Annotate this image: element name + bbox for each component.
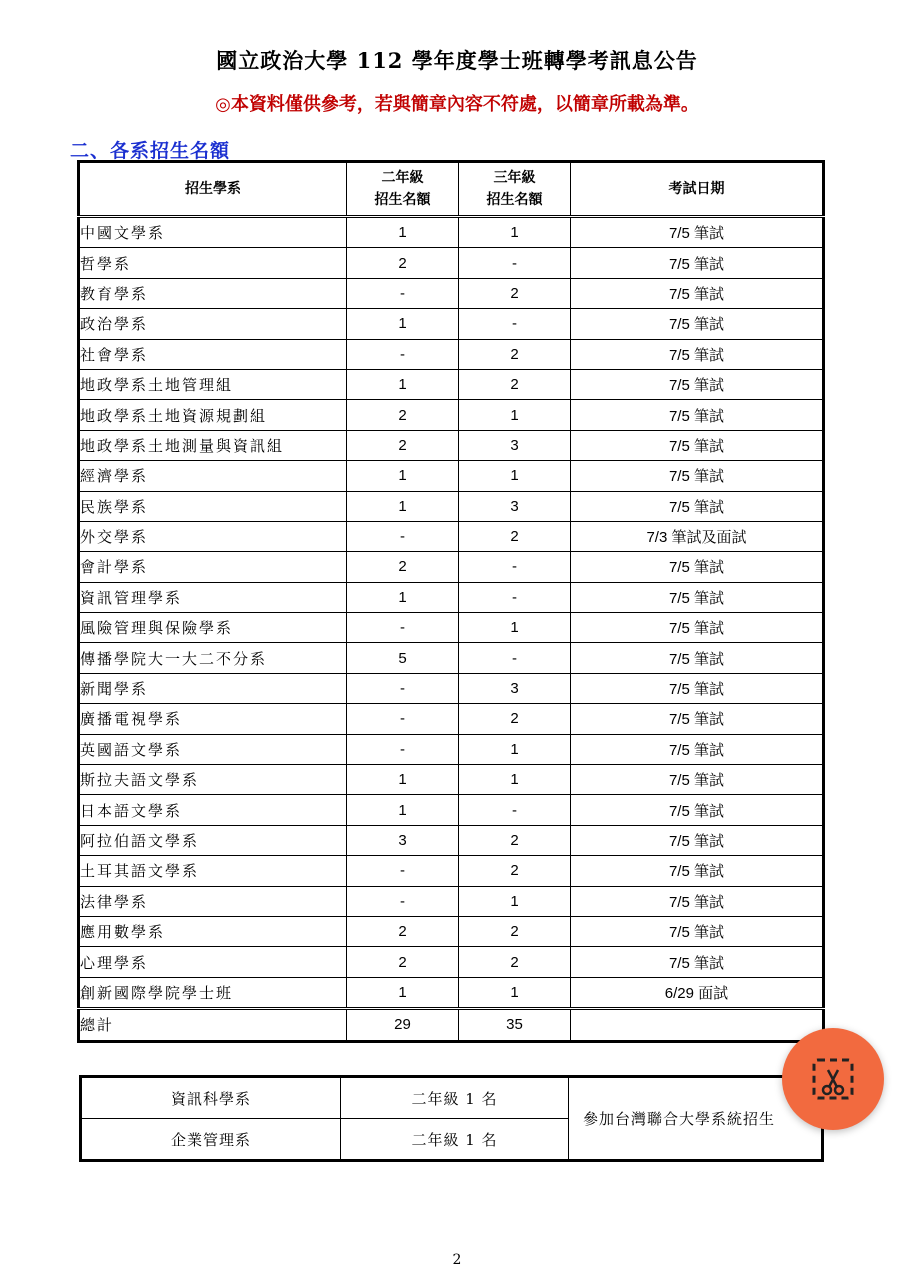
exam-type: 筆試 bbox=[694, 680, 725, 699]
exam-type: 筆試 bbox=[694, 558, 725, 577]
dept-name: 政治學系 bbox=[79, 309, 347, 339]
year2-quota: 1 bbox=[347, 309, 459, 339]
total-year3: 35 bbox=[459, 1009, 571, 1041]
exam-date-value: 7/5 bbox=[668, 863, 690, 881]
year3-quota: - bbox=[459, 795, 571, 825]
dept-name: 日本語文學系 bbox=[79, 795, 347, 825]
exam-type: 筆試及面試 bbox=[671, 528, 747, 547]
exam-date-value: 7/5 bbox=[668, 498, 690, 516]
exam-date-value: 7/5 bbox=[668, 650, 690, 668]
table-row bbox=[79, 613, 824, 643]
exam-date-value: 7/5 bbox=[668, 893, 690, 911]
dept-name: 民族學系 bbox=[79, 491, 347, 521]
table-row bbox=[79, 704, 824, 734]
disclaimer-notice: ◎本資料僅供參考，若與簡章內容不符處，以簡章所載為準。 bbox=[215, 94, 699, 115]
table-row bbox=[79, 886, 824, 916]
dept-name: 應用數學系 bbox=[79, 916, 347, 946]
dept-name: 阿拉伯語文學系 bbox=[79, 825, 347, 855]
table-row bbox=[81, 1077, 823, 1119]
year3-quota: 1 bbox=[459, 765, 571, 795]
year3-quota: 1 bbox=[459, 977, 571, 1008]
table-row bbox=[79, 856, 824, 886]
dept-name: 地政學系土地管理組 bbox=[79, 369, 347, 399]
exam-date-value: 6/29 bbox=[664, 984, 694, 1002]
year3-quota: - bbox=[459, 582, 571, 612]
exam-type: 筆試 bbox=[694, 801, 725, 820]
year2-quota: 1 bbox=[347, 977, 459, 1008]
dept-name: 廣播電視學系 bbox=[79, 704, 347, 734]
exam-date-value: 7/5 bbox=[668, 559, 690, 577]
year2-quota: 5 bbox=[347, 643, 459, 673]
table-row bbox=[79, 278, 824, 308]
screenshot-scissors-icon bbox=[810, 1056, 856, 1102]
table-row bbox=[79, 491, 824, 521]
year3-quota: 1 bbox=[459, 461, 571, 491]
year2-quota: 1 bbox=[347, 369, 459, 399]
table-row bbox=[79, 309, 824, 339]
dept-name: 地政學系土地資源規劃組 bbox=[79, 400, 347, 430]
year3-quota: 2 bbox=[459, 369, 571, 399]
year2-quota: 2 bbox=[347, 400, 459, 430]
exam-type: 筆試 bbox=[694, 254, 725, 273]
table-row bbox=[79, 947, 824, 977]
exam-type: 筆試 bbox=[694, 406, 725, 425]
exam-date-value: 7/5 bbox=[668, 255, 690, 273]
exam-type: 筆試 bbox=[694, 436, 725, 455]
exam-date-value: 7/5 bbox=[668, 285, 690, 303]
header-year3-line2: 招生名額 bbox=[486, 192, 543, 208]
table-row bbox=[79, 430, 824, 460]
exam-date bbox=[571, 643, 824, 673]
table-row bbox=[79, 369, 824, 399]
exam-date-value: 7/5 bbox=[668, 225, 690, 243]
year2-quota: 2 bbox=[347, 947, 459, 977]
exam-date-value: 7/5 bbox=[668, 620, 690, 638]
header-year2 bbox=[347, 162, 459, 217]
exam-date bbox=[571, 916, 824, 946]
year2-quota: - bbox=[347, 886, 459, 916]
dept-name: 新聞學系 bbox=[79, 673, 347, 703]
header-year2-line2: 招生名額 bbox=[374, 192, 431, 208]
exam-date-value: 7/5 bbox=[668, 681, 690, 699]
exam-date-value: 7/3 bbox=[646, 529, 668, 547]
year2-quota: 2 bbox=[347, 248, 459, 278]
extra-note: 參加台灣聯合大學系統招生 bbox=[569, 1077, 823, 1161]
dept-name: 中國文學系 bbox=[79, 217, 347, 248]
year2-quota: 1 bbox=[347, 795, 459, 825]
exam-type: 筆試 bbox=[694, 862, 725, 881]
exam-date-value: 7/5 bbox=[668, 954, 690, 972]
exam-date-value: 7/5 bbox=[668, 468, 690, 486]
exam-type: 筆試 bbox=[694, 497, 725, 516]
page-title: 國立政治大學 112 學年度學士班轉學考訊息公告 bbox=[216, 48, 698, 73]
exam-type: 筆試 bbox=[694, 923, 725, 942]
exam-type: 筆試 bbox=[694, 224, 725, 243]
year3-quota: - bbox=[459, 643, 571, 673]
exam-type: 筆試 bbox=[694, 710, 725, 729]
exam-date-value: 7/5 bbox=[668, 772, 690, 790]
header-year2-line1: 二年級 bbox=[381, 170, 424, 186]
table-row bbox=[79, 217, 824, 248]
exam-date-value: 7/5 bbox=[668, 377, 690, 395]
exam-type: 筆試 bbox=[694, 284, 725, 303]
exam-date bbox=[571, 734, 824, 764]
exam-date bbox=[571, 825, 824, 855]
year2-quota: 2 bbox=[347, 430, 459, 460]
table-row bbox=[79, 461, 824, 491]
exam-date bbox=[571, 278, 824, 308]
year3-quota: 1 bbox=[459, 613, 571, 643]
exam-type: 筆試 bbox=[694, 619, 725, 638]
table-row bbox=[79, 825, 824, 855]
table-row bbox=[79, 673, 824, 703]
dept-name: 斯拉夫語文學系 bbox=[79, 765, 347, 795]
year3-quota: 3 bbox=[459, 430, 571, 460]
year3-quota: 2 bbox=[459, 825, 571, 855]
year3-quota: 1 bbox=[459, 400, 571, 430]
page-number: 2 bbox=[452, 1252, 462, 1268]
exam-date bbox=[571, 977, 824, 1008]
dept-name: 社會學系 bbox=[79, 339, 347, 369]
year3-quota: 2 bbox=[459, 856, 571, 886]
exam-date bbox=[571, 947, 824, 977]
dept-name: 資訊管理學系 bbox=[79, 582, 347, 612]
year2-quota: 1 bbox=[347, 217, 459, 248]
exam-type: 筆試 bbox=[694, 832, 725, 850]
quota-table bbox=[77, 160, 825, 1043]
dept-name: 風險管理與保險學系 bbox=[79, 613, 347, 643]
exam-date-value: 7/5 bbox=[668, 802, 690, 820]
year2-quota: 3 bbox=[347, 825, 459, 855]
year2-quota: 1 bbox=[347, 461, 459, 491]
exam-date-value: 7/5 bbox=[668, 741, 690, 759]
year3-quota: 2 bbox=[459, 704, 571, 734]
exam-type: 筆試 bbox=[694, 740, 725, 759]
exam-date bbox=[571, 582, 824, 612]
extra-dept: 資訊科學系 bbox=[81, 1077, 341, 1119]
dept-name: 土耳其語文學系 bbox=[79, 856, 347, 886]
year2-quota: - bbox=[347, 613, 459, 643]
table-row bbox=[79, 916, 824, 946]
exam-type: 筆試 bbox=[694, 345, 725, 364]
dept-name: 會計學系 bbox=[79, 552, 347, 582]
year3-quota: 2 bbox=[459, 521, 571, 551]
table-row bbox=[79, 552, 824, 582]
exam-type: 筆試 bbox=[694, 315, 725, 334]
year2-quota: 1 bbox=[347, 765, 459, 795]
year3-quota: 2 bbox=[459, 339, 571, 369]
year3-quota: 2 bbox=[459, 947, 571, 977]
year2-quota: 1 bbox=[347, 582, 459, 612]
year2-quota: 2 bbox=[347, 916, 459, 946]
dept-name: 創新國際學院學士班 bbox=[79, 977, 347, 1008]
dept-name: 地政學系土地測量與資訊組 bbox=[79, 430, 347, 460]
total-row bbox=[79, 1009, 824, 1041]
exam-date bbox=[571, 673, 824, 703]
year2-quota: 2 bbox=[347, 552, 459, 582]
section-title: 二、各系招生名額 bbox=[70, 140, 231, 162]
year3-quota: 3 bbox=[459, 673, 571, 703]
exam-date-value: 7/5 bbox=[668, 833, 690, 850]
table-row bbox=[79, 643, 824, 673]
table-header-row bbox=[79, 162, 824, 217]
exam-type: 筆試 bbox=[694, 467, 725, 486]
exam-date bbox=[571, 704, 824, 734]
year3-quota: 1 bbox=[459, 886, 571, 916]
exam-date bbox=[571, 369, 824, 399]
dept-name: 法律學系 bbox=[79, 886, 347, 916]
year2-quota: - bbox=[347, 673, 459, 703]
table-row bbox=[79, 765, 824, 795]
total-year2: 29 bbox=[347, 1009, 459, 1041]
year3-quota: 1 bbox=[459, 734, 571, 764]
exam-date bbox=[571, 491, 824, 521]
exam-date bbox=[571, 461, 824, 491]
exam-type: 筆試 bbox=[694, 771, 725, 790]
exam-date bbox=[571, 795, 824, 825]
exam-date-value: 7/5 bbox=[668, 437, 690, 455]
year2-quota: - bbox=[347, 278, 459, 308]
year3-quota: 3 bbox=[459, 491, 571, 521]
exam-date-value: 7/5 bbox=[668, 407, 690, 425]
exam-date bbox=[571, 521, 824, 551]
table-row bbox=[79, 795, 824, 825]
year2-quota: - bbox=[347, 339, 459, 369]
exam-type: 筆試 bbox=[694, 376, 725, 395]
dept-name: 經濟學系 bbox=[79, 461, 347, 491]
exam-date bbox=[571, 856, 824, 886]
exam-date bbox=[571, 400, 824, 430]
dept-name: 傳播學院大一大二不分系 bbox=[79, 643, 347, 673]
year3-quota: - bbox=[459, 552, 571, 582]
header-date: 考試日期 bbox=[571, 162, 824, 217]
exam-date bbox=[571, 430, 824, 460]
year2-quota: - bbox=[347, 521, 459, 551]
dept-name: 外交學系 bbox=[79, 521, 347, 551]
year3-quota: - bbox=[459, 248, 571, 278]
total-date bbox=[571, 1009, 824, 1041]
exam-date bbox=[571, 886, 824, 916]
exam-date bbox=[571, 765, 824, 795]
exam-type: 筆試 bbox=[694, 953, 725, 972]
exam-type: 筆試 bbox=[694, 588, 725, 607]
screenshot-button[interactable] bbox=[782, 1028, 884, 1130]
exam-date bbox=[571, 309, 824, 339]
exam-type: 筆試 bbox=[694, 892, 725, 911]
table-row bbox=[79, 521, 824, 551]
extra-quota: 二年級 1 名 bbox=[341, 1119, 569, 1161]
dept-name: 英國語文學系 bbox=[79, 734, 347, 764]
year2-quota: 1 bbox=[347, 491, 459, 521]
extra-quota: 二年級 1 名 bbox=[341, 1077, 569, 1119]
table-row bbox=[79, 400, 824, 430]
year3-quota: 2 bbox=[459, 916, 571, 946]
year2-quota: - bbox=[347, 734, 459, 764]
exam-date bbox=[571, 552, 824, 582]
table-row bbox=[79, 977, 824, 1008]
header-year3 bbox=[459, 162, 571, 217]
exam-type: 筆試 bbox=[694, 649, 725, 668]
table-row bbox=[79, 248, 824, 278]
total-label: 總計 bbox=[79, 1009, 347, 1041]
exam-date bbox=[571, 248, 824, 278]
exam-date-value: 7/5 bbox=[668, 711, 690, 729]
table-row bbox=[79, 734, 824, 764]
exam-date bbox=[571, 217, 824, 248]
header-dept: 招生學系 bbox=[79, 162, 347, 217]
table-row bbox=[79, 582, 824, 612]
table-row bbox=[79, 339, 824, 369]
dept-name: 心理學系 bbox=[79, 947, 347, 977]
exam-date-value: 7/5 bbox=[668, 316, 690, 334]
exam-date-value: 7/5 bbox=[668, 589, 690, 607]
year2-quota: - bbox=[347, 856, 459, 886]
exam-date bbox=[571, 339, 824, 369]
exam-date-value: 7/5 bbox=[668, 346, 690, 364]
joint-system-table bbox=[79, 1075, 824, 1162]
year2-quota: - bbox=[347, 704, 459, 734]
dept-name: 哲學系 bbox=[79, 248, 347, 278]
year3-quota: 2 bbox=[459, 278, 571, 308]
dept-name: 教育學系 bbox=[79, 278, 347, 308]
year3-quota: 1 bbox=[459, 217, 571, 248]
exam-date-value: 7/5 bbox=[668, 924, 690, 942]
year3-quota: - bbox=[459, 309, 571, 339]
header-year3-line1: 三年級 bbox=[493, 170, 536, 186]
exam-type: 面試 bbox=[698, 983, 729, 1002]
exam-date bbox=[571, 613, 824, 643]
extra-dept: 企業管理系 bbox=[81, 1119, 341, 1161]
